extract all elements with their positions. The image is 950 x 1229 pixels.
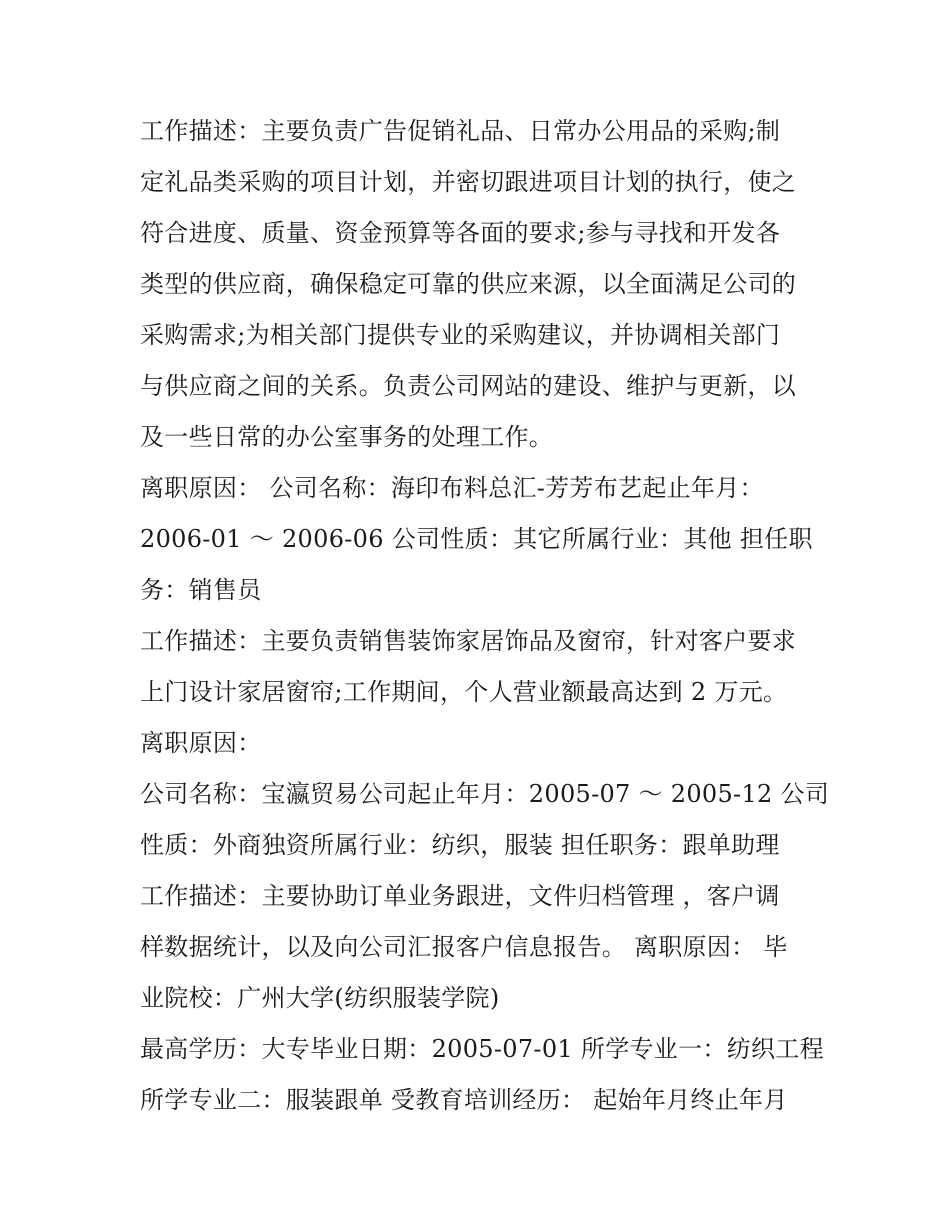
text-line: 2006-01 ～ 2006-06 公司性质：其它所属行业：其他 担任职 — [140, 525, 813, 553]
text-line: 工作描述：主要负责销售装饰家居饰品及窗帘，针对客户要求 — [140, 627, 797, 655]
text-line: 符合进度、质量、资金预算等各面的要求;参与寻找和开发各 — [140, 219, 781, 247]
text-line: 工作描述：主要负责广告促销礼品、日常办公用品的采购;制 — [140, 117, 781, 145]
text-line: 公司名称：宝瀛贸易公司起止年月：2005-07 ～ 2005-12 公司 — [140, 780, 830, 808]
text-line: 最高学历：大专毕业日期：2005-07-01 所学专业一：纺织工程 — [140, 1035, 824, 1063]
text-line: 类型的供应商，确保稳定可靠的供应来源，以全面满足公司的 — [140, 270, 797, 298]
text-line: 工作描述：主要协助订单业务跟进，文件归档管理 ，客户调 — [140, 882, 780, 910]
text-line: 上门设计家居窗帘;工作期间，个人营业额最高达到 2 万元。 — [140, 678, 788, 706]
text-line: 务：销售员 — [140, 576, 262, 604]
text-line: 所学专业二：服装跟单 受教育培训经历： 起始年月终止年月 — [140, 1086, 788, 1114]
text-line: 采购需求;为相关部门提供专业的采购建议，并协调相关部门 — [140, 321, 781, 349]
text-line: 与供应商之间的关系。负责公司网站的建设、维护与更新，以 — [140, 372, 797, 400]
document-body — [140, 106, 830, 1126]
text-line: 定礼品类采购的项目计划，并密切跟进项目计划的执行，使之 — [140, 168, 797, 196]
text-line: 离职原因： 公司名称：海印布料总汇-芳芳布艺起止年月： — [140, 474, 764, 502]
text-line: 离职原因： — [140, 729, 262, 757]
text-line: 业院校：广州大学(纺织服装学院) — [140, 984, 500, 1012]
text-line: 及一些日常的办公室事务的处理工作。 — [140, 423, 554, 451]
text-line: 样数据统计，以及向公司汇报客户信息报告。 离职原因： 毕 — [140, 933, 788, 961]
text-line: 性质：外商独资所属行业：纺织，服装 担任职务：跟单助理 — [140, 831, 780, 859]
